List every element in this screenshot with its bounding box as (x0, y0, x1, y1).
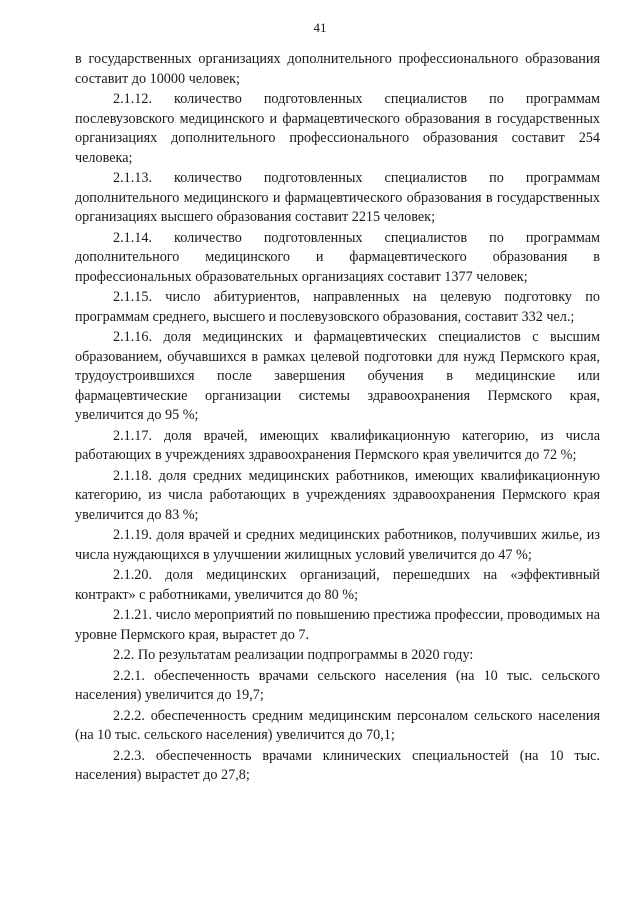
paragraph-2-2-3: 2.2.3. обеспеченность врачами клинических специальностей (на 10 тыс. населения) вырастет до 27,8; (75, 747, 600, 783)
paragraph-2-1-21: 2.1.21. число мероприятий по повышению престижа профессии, проводимых на уровне Пермского края, вырастет до 7. (75, 607, 600, 643)
paragraph-2-2: 2.2. По результатам реализации подпрограммы в 2020 году: (113, 647, 474, 663)
page-number: 41 (313, 20, 327, 35)
paragraph-2-1-19: 2.1.19. доля врачей и средних медицинских работников, получивших жилье, из числа нуждающихся в улучшении жилищных условий увеличится до 47 %; (75, 527, 600, 563)
paragraph-2-1-17: 2.1.17. доля врачей, имеющих квалификационную категорию, из числа работающих в учреждениях здравоохранения Пермского края увеличится до 72 %; (75, 427, 600, 463)
paragraph-2-1-18: 2.1.18. доля средних медицинских работников, имеющих квалификационную категорию, из числа работающих в учреждениях здравоохранения Пермского края увеличится до 83 %; (75, 467, 600, 523)
paragraph-2-1-12: 2.1.12. количество подготовленных специалистов по программам послевузовского медицинского и фармацевтического образования в государственных организациях дополнительного профессионального образования составит 254 человека; (75, 91, 600, 166)
paragraph-continuation: в государственных организациях дополнительного профессионального образования составит до 10000 человек; (75, 51, 600, 87)
paragraph-2-2-1: 2.2.1. обеспеченность врачами сельского населения (на 10 тыс. сельского населения) увеличится до 19,7; (75, 667, 600, 703)
paragraph-2-1-14: 2.1.14. количество подготовленных специалистов по программам дополнительного медицинского и фармацевтического образования в профессиональных образовательных организациях составит 1377 человек; (75, 229, 600, 285)
paragraph-2-2-2: 2.2.2. обеспеченность средним медицинским персоналом сельского населения (на 10 тыс. сельского населения) увеличится до 70,1; (75, 707, 600, 743)
paragraph-2-1-15: 2.1.15. число абитуриентов, направленных на целевую подготовку по программам среднего, высшего и послевузовского образования, составит 332 чел.; (75, 289, 600, 325)
paragraph-2-1-20: 2.1.20. доля медицинских организаций, перешедших на «эффективный контракт» с работниками, увеличится до 80 %; (75, 567, 600, 603)
paragraph-2-1-16: 2.1.16. доля медицинских и фармацевтических специалистов с высшим образованием, обучавшихся в рамках целевой подготовки для нужд Пермского края, трудоустроившихся после завершения обучения в медицинские или фармацевтические организации системы здравоохранения Пермского края, увеличится до 95 %; (75, 329, 600, 423)
paragraph-2-1-13: 2.1.13. количество подготовленных специалистов по программам дополнительного медицинского и фармацевтического образования в государственных организациях высшего образования составит 2215 человек; (75, 170, 600, 225)
document-body (75, 50, 600, 787)
